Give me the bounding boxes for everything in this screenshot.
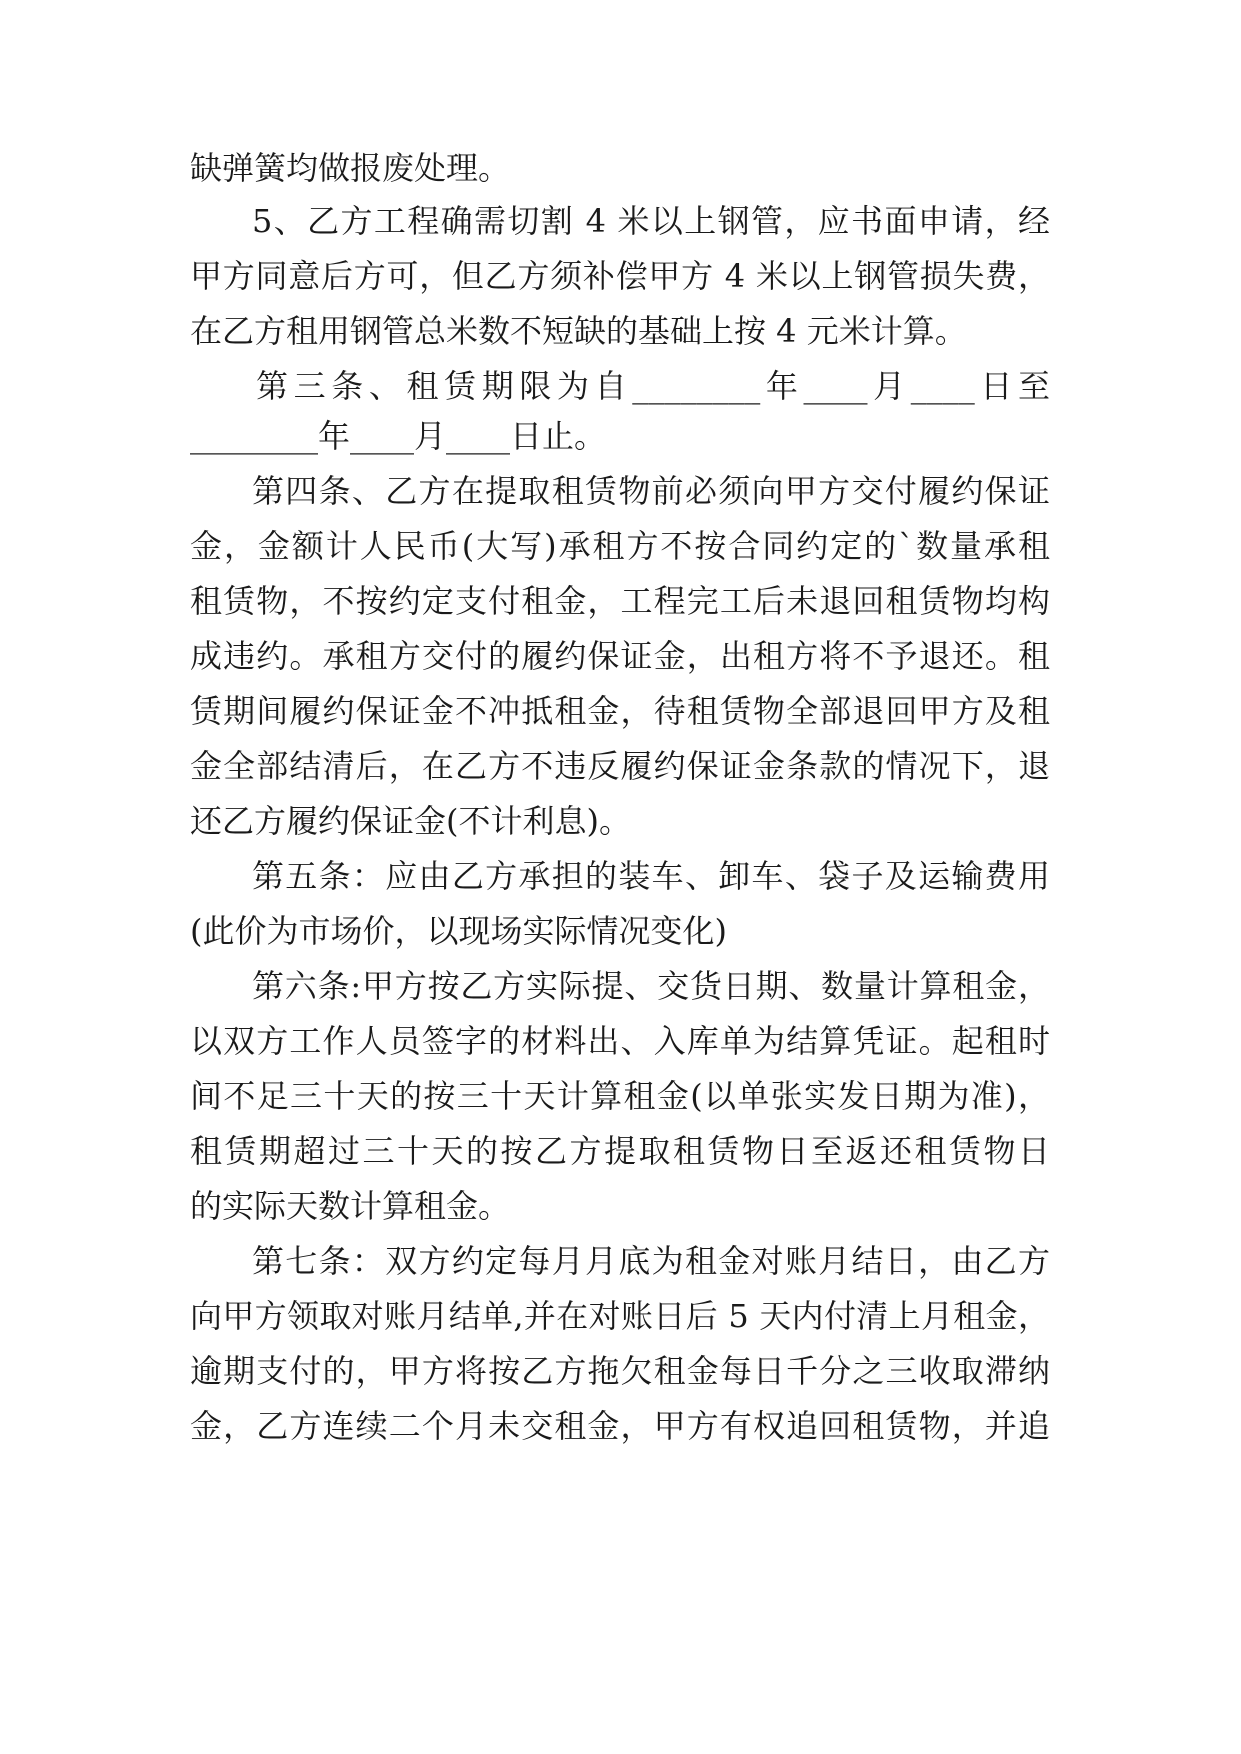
text-line: 甲方同意后方可，但乙方须补偿甲方 4 米以上钢管损失费， xyxy=(190,257,1050,295)
text-line: 第五条：应由乙方承担的装车、卸车、袋子及运输费用 xyxy=(252,857,1050,895)
text-line: 5、乙方工程确需切割 4 米以上钢管，应书面申请，经 xyxy=(252,202,1050,240)
text-line: 金，乙方连续二个月未交租金，甲方有权追回租赁物，并追 xyxy=(190,1407,1050,1445)
text-line: 第四条、乙方在提取租赁物前必须向甲方交付履约保证 xyxy=(252,472,1050,510)
text-line: ________年____月____日止。 xyxy=(190,417,607,455)
text-line: 金，金额计人民币(大写)承租方不按合同约定的`数量承租 xyxy=(190,527,1050,565)
text-line: 以双方工作人员签字的材料出、入库单为结算凭证。起租时 xyxy=(190,1022,1050,1060)
text-line: 逾期支付的，甲方将按乙方拖欠租金每日千分之三收取滞纳 xyxy=(190,1352,1050,1390)
text-line: 第七条：双方约定每月月底为租金对账月结日，由乙方 xyxy=(252,1242,1050,1280)
text-line: 缺弹簧均做报废处理。 xyxy=(190,149,511,187)
text-line: 成违约。承租方交付的履约保证金，出租方将不予退还。租 xyxy=(190,637,1050,675)
text-line: 还乙方履约保证金(不计利息)。 xyxy=(190,802,631,840)
text-line: 向甲方领取对账月结单,并在对账日后 5 天内付清上月租金， xyxy=(190,1297,1050,1335)
text-line: 第三条、租赁期限为自________年____月____日至 xyxy=(256,367,1050,405)
text-line: 租赁期超过三十天的按乙方提取租赁物日至返还租赁物日 xyxy=(190,1132,1050,1170)
text-line: 第六条:甲方按乙方实际提、交货日期、数量计算租金， xyxy=(252,967,1050,1005)
text-line: (此价为市场价，以现场实际情况变化) xyxy=(190,912,727,950)
text-line: 间不足三十天的按三十天计算租金(以单张实发日期为准)， xyxy=(190,1077,1050,1115)
text-line: 在乙方租用钢管总米数不短缺的基础上按 4 元米计算。 xyxy=(190,312,967,350)
text-line: 赁期间履约保证金不冲抵租金，待租赁物全部退回甲方及租 xyxy=(190,692,1050,730)
text-line: 租赁物，不按约定支付租金，工程完工后未退回租赁物均构 xyxy=(190,582,1050,620)
text-line: 的实际天数计算租金。 xyxy=(190,1187,511,1225)
text-line: 金全部结清后，在乙方不违反履约保证金条款的情况下，退 xyxy=(190,747,1050,785)
